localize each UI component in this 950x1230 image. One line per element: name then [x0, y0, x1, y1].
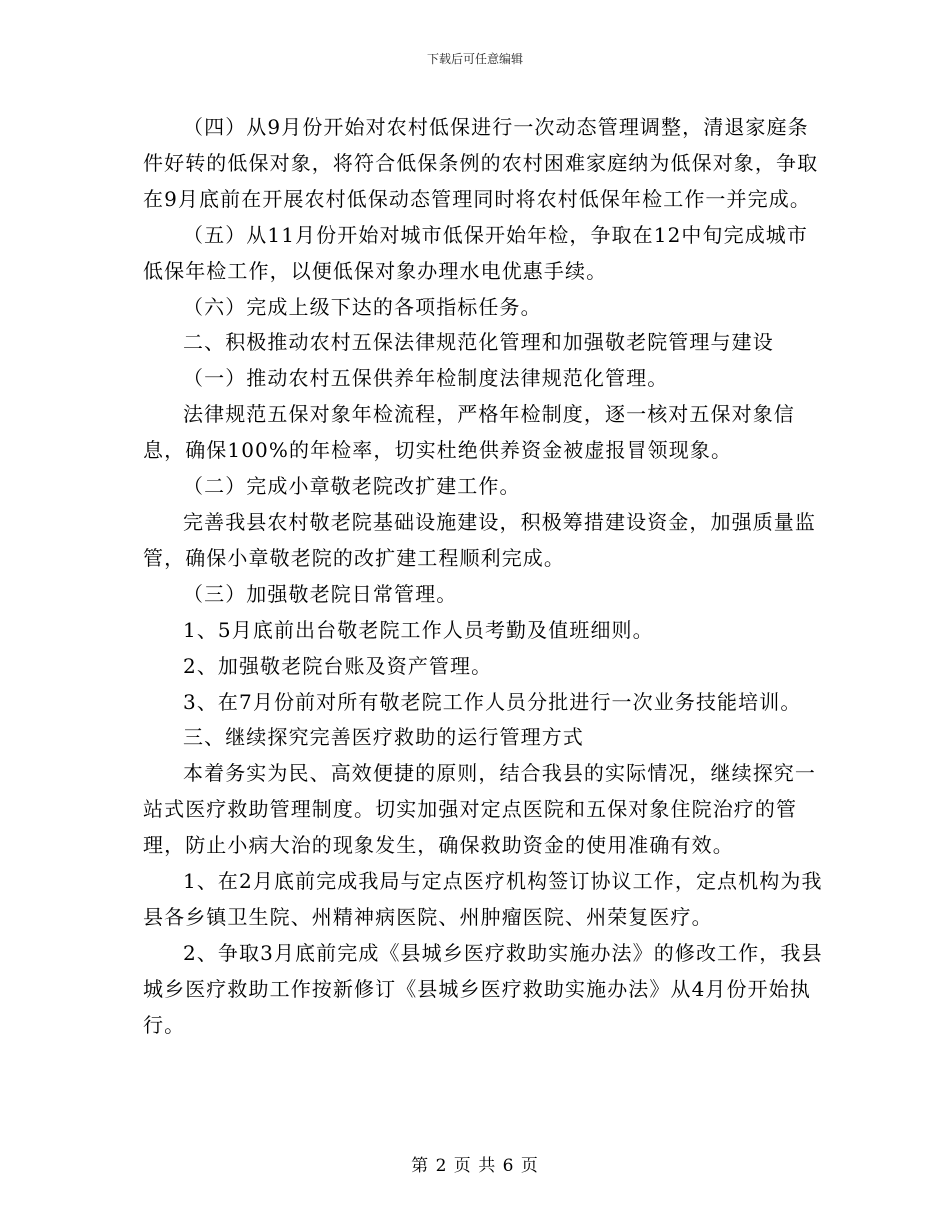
document-body [143, 110, 823, 1044]
subsection-heading-2-1: （一）推动农村五保供养年检制度法律规范化管理。 [183, 366, 669, 391]
subsection-heading-2-2: （二）完成小章敬老院改扩建工作。 [183, 474, 521, 499]
paragraph-item-4: （四）从9月份开始对农村低保进行一次动态管理调整，清退家庭条件好转的低保对象，将符合低保条例的农村困难家庭纳为低保对象，争取在9月底前在开展农村低保动态管理同时将农村低保年检工作一并完成。 [143, 115, 819, 211]
list-item-3-1: 1、在2月底前完成我局与定点医疗机构签订协议工作，定点机构为我县各乡镇卫生院、州精神病医院、州肿瘤医院、州荣复医疗。 [143, 869, 823, 929]
subsection-heading-2-3: （三）加强敬老院日常管理。 [183, 581, 458, 606]
page-header-note: 下载后可任意编辑 [426, 52, 523, 66]
paragraph-medical-aid: 本着务实为民、高效便捷的原则，结合我县的实际情况，继续探究一站式医疗救助管理制度。切实加强对定点医院和五保对象住院治疗的管理，防止小病大治的现象发生，确保救助资金的使用准确有效。 [143, 761, 816, 858]
list-item-3-2: 2、争取3月底前完成《县城乡医疗救助实施办法》的修改工作，我县城乡医疗救助工作按新修订《县城乡医疗救助实施办法》从4月份开始执行。 [143, 940, 823, 1037]
list-item-2-3-1: 1、5月底前出台敬老院工作人员考勤及值班细则。 [183, 617, 654, 642]
paragraph-nursing-home: 完善我县农村敬老院基础设施建设，积极筹措建设资金，加强质量监管，确保小章敬老院的改扩建工程顺利完成。 [143, 509, 816, 570]
section-heading-2: 二、积极推动农村五保法律规范化管理和加强敬老院管理与建设 [183, 330, 774, 355]
paragraph-five-guarantee: 法律规范五保对象年检流程，严格年检制度，逐一核对五保对象信息，确保100%的年检率，切实杜绝供养资金被虚报冒领现象。 [143, 402, 795, 463]
paragraph-item-6: （六）完成上级下达的各项指标任务。 [183, 294, 542, 319]
paragraph-item-5: （五）从11月份开始对城市低保开始年检，争取在12中旬完成城市低保年检工作，以便低保对象办理水电优惠手续。 [143, 222, 808, 283]
section-heading-3: 三、继续探究完善医疗救助的运行管理方式 [183, 725, 584, 750]
list-item-2-3-3: 3、在7月份前对所有敬老院工作人员分批进行一次业务技能培训。 [183, 689, 802, 714]
page-number: 第 2 页 共 6 页 [411, 1156, 539, 1176]
list-item-2-3-2: 2、加强敬老院台账及资产管理。 [183, 653, 493, 678]
